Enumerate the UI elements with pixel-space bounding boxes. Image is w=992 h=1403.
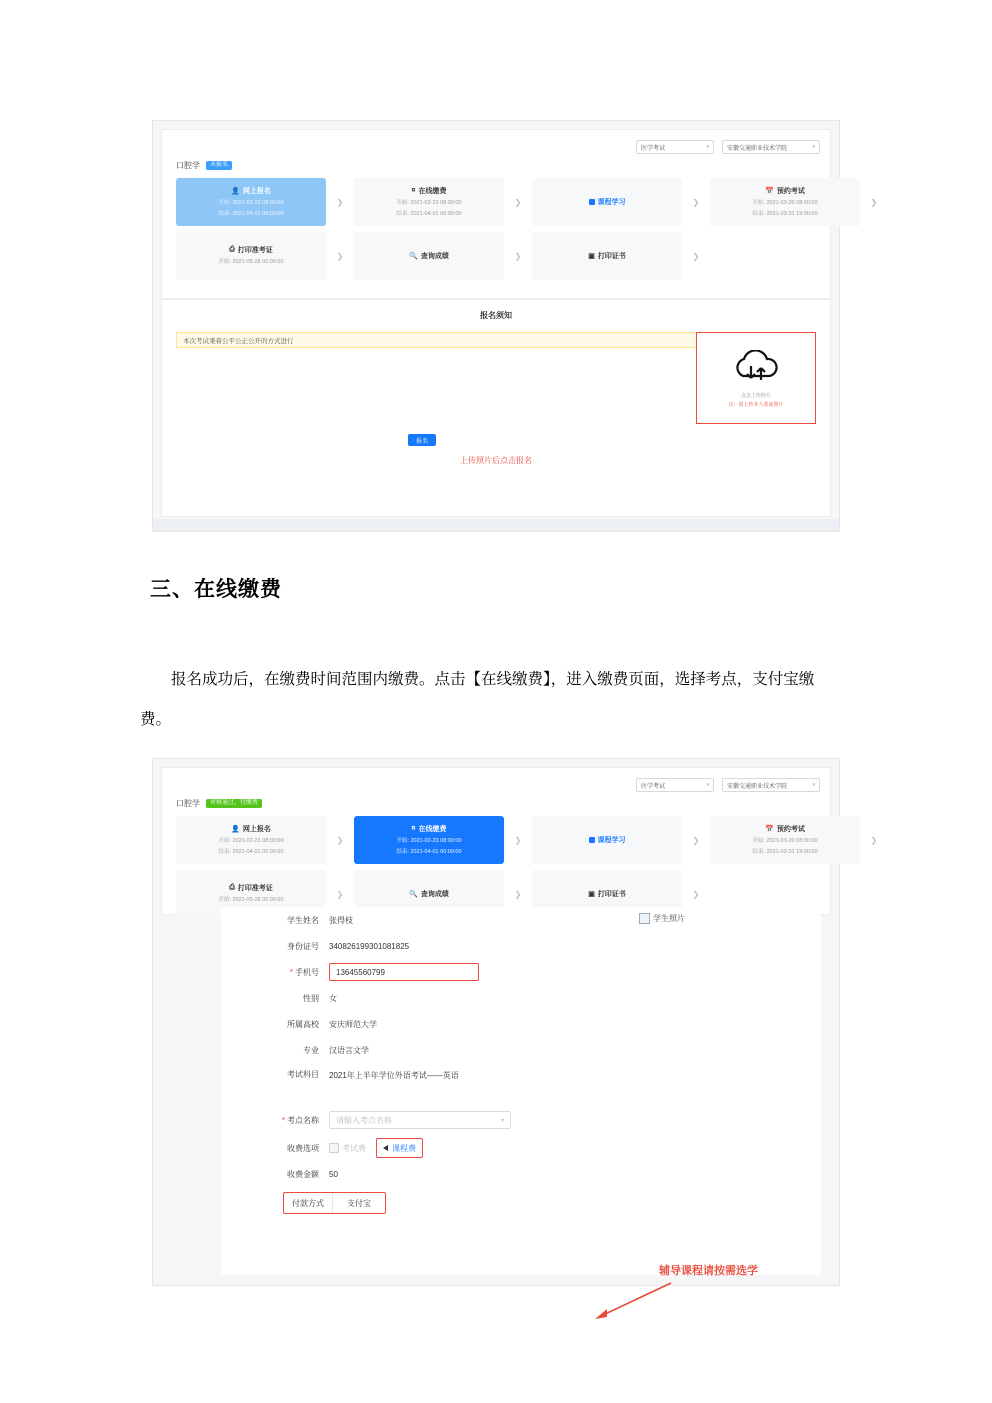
exam-fee-checkbox[interactable]	[329, 1143, 366, 1154]
step-title	[765, 824, 805, 834]
step-print-certificate[interactable]	[532, 232, 682, 280]
course-fee-label: 课程费	[392, 1143, 416, 1153]
phone-label: * 手机号	[289, 967, 319, 977]
step-start-time: 开始: 2021-05-28 00:00:00	[218, 897, 284, 904]
required-asterisk: *	[281, 1115, 285, 1125]
phone-value: 13645560799	[336, 967, 385, 977]
user-icon: 👤	[231, 825, 240, 833]
school-select[interactable]	[722, 140, 820, 154]
chevron-right-icon: ❯	[336, 889, 344, 899]
step-end-time: 结束: 2021-04-01 00:00:00	[396, 211, 462, 217]
step-label: 查询成绩	[420, 253, 449, 260]
apply-button[interactable]: 报名	[408, 434, 436, 446]
registration-header-panel	[161, 129, 878, 299]
step-book-exam[interactable]	[710, 816, 860, 864]
exam-site-select[interactable]	[329, 1111, 511, 1129]
screenshot-bottom-bar	[153, 519, 839, 531]
step-label: 打印准考证	[237, 885, 273, 893]
step-row-2	[176, 232, 816, 280]
form-row-major	[221, 1037, 821, 1063]
step-row-1	[176, 816, 878, 864]
chevron-down-icon: ▾	[812, 782, 815, 788]
chevron-down-icon: ▾	[706, 144, 709, 150]
step-label: 预约考试	[776, 825, 805, 833]
brand-line	[176, 160, 232, 171]
brand-label: 口腔学	[176, 161, 200, 170]
chevron-right-icon: ❯	[336, 251, 344, 261]
money-icon: ¤	[411, 825, 416, 833]
step-title	[229, 245, 273, 255]
step-online-registration[interactable]	[176, 178, 326, 226]
chevron-right-icon: ❯	[514, 197, 522, 207]
payment-method-box[interactable]	[283, 1192, 386, 1214]
amount-value: 50	[329, 1169, 338, 1179]
id-number-label: 身份证号	[287, 941, 319, 951]
step-start-time: 开始: 2021-05-28 00:00:00	[218, 259, 284, 266]
triangle-left-icon	[383, 1145, 388, 1151]
step-book-exam[interactable]	[710, 178, 860, 226]
chevron-right-icon: ❯	[692, 251, 700, 261]
exam-type-select[interactable]	[636, 140, 714, 154]
exam-fee-label: 考试费	[342, 1143, 366, 1153]
exam-type-select[interactable]	[636, 778, 714, 792]
photo-upload-box[interactable]	[696, 332, 816, 424]
brand-line	[176, 798, 262, 809]
step-label: 在线缴费	[418, 825, 447, 833]
step-end-time: 结束: 2021-03-31 19:00:00	[752, 849, 818, 855]
form-row-id	[221, 933, 821, 959]
phone-input[interactable]	[329, 963, 479, 981]
step-end-time: 结束: 2021-03-31 19:00:00	[752, 211, 818, 217]
chevron-right-icon: ❯	[870, 835, 878, 845]
search-icon: 🔍	[409, 891, 418, 898]
site-label: * 考点名称	[281, 1115, 319, 1125]
school-label: 所属高校	[287, 1019, 319, 1029]
step-title	[412, 824, 447, 834]
step-label: 查询成绩	[420, 891, 449, 898]
page-paragraph: 报名成功后，在缴费时间范围内缴费。点击【在线缴费】，进入缴费页面，选择考点，支付宝缴费。	[140, 671, 815, 728]
brand-label: 口腔学	[176, 799, 200, 808]
notice-title: 报名须知	[480, 311, 512, 320]
book-icon	[589, 199, 595, 205]
step-placeholder	[710, 232, 860, 280]
notice-text: 本次考试秉着公平公正公开的方式进行	[176, 332, 701, 348]
search-icon: 🔍	[409, 253, 418, 260]
step-label: 课程学习	[597, 199, 626, 206]
user-icon: 👤	[231, 187, 240, 195]
step-query-score[interactable]	[354, 232, 504, 280]
school-value: 安徽交通职业技术学院	[727, 145, 788, 152]
step-course-study[interactable]	[532, 178, 682, 226]
step-end-time: 结束: 2021-04-01 00:00:00	[218, 849, 284, 855]
payment-form	[221, 907, 821, 1275]
gender-label: 性别	[303, 993, 319, 1003]
payment-method-value: 支付宝	[347, 1198, 371, 1208]
step-title	[588, 889, 626, 899]
step-title	[412, 186, 447, 196]
page-heading: 三、在线缴费	[150, 578, 282, 601]
screenshot-payment	[152, 758, 878, 1286]
required-asterisk: *	[289, 967, 293, 977]
subject-value: 2021年上半年学位外语考试——英语	[329, 1071, 459, 1080]
form-row-phone	[221, 959, 821, 985]
annotation-arrow-icon	[591, 1279, 673, 1321]
chevron-right-icon: ❯	[514, 889, 522, 899]
step-list	[176, 178, 878, 280]
top-selectors	[636, 778, 820, 792]
step-start-time: 开始: 2021-02-23 08:00:00	[396, 837, 462, 844]
course-study-link[interactable]	[589, 197, 626, 207]
chevron-down-icon: ▾	[500, 1117, 504, 1124]
certificate-icon: ▣	[588, 891, 595, 898]
certificate-icon: ▣	[588, 253, 595, 260]
step-title	[409, 889, 449, 899]
chevron-down-icon: ▾	[706, 782, 709, 788]
chevron-right-icon: ❯	[514, 251, 522, 261]
amount-label: 收费金额	[287, 1169, 319, 1179]
chevron-right-icon: ❯	[692, 889, 700, 899]
step-course-study[interactable]	[532, 816, 682, 864]
student-photo-placeholder	[639, 913, 685, 924]
form-row-gender	[221, 985, 821, 1011]
status-badge: 未报名	[206, 161, 232, 170]
major-label: 专业	[303, 1045, 319, 1055]
chevron-right-icon: ❯	[692, 835, 700, 845]
step-print-admission-ticket[interactable]	[176, 232, 326, 280]
gender-value: 女	[329, 993, 337, 1003]
step-label: 课程学习	[597, 837, 626, 844]
print-icon: ⎙	[229, 246, 235, 254]
top-selectors	[636, 140, 820, 154]
course-study-link[interactable]	[589, 835, 626, 845]
step-start-time: 开始: 2021-02-23 08:00:00	[218, 837, 284, 844]
step-title	[229, 883, 273, 893]
step-end-time: 结束: 2021-04-01 00:00:00	[396, 849, 462, 855]
step-label: 预约考试	[776, 187, 805, 195]
chevron-down-icon: ▾	[812, 144, 815, 150]
major-value: 汉语言文学	[329, 1045, 369, 1055]
id-number-value: 340826199301081825	[329, 941, 410, 951]
form-row-payment	[221, 1187, 821, 1219]
form-row-amount	[221, 1161, 821, 1187]
cloud-upload-icon	[730, 349, 782, 389]
status-badge: 审核通过，待缴费	[206, 799, 262, 808]
course-fee-button[interactable]	[376, 1138, 423, 1158]
step-online-payment[interactable]	[354, 178, 504, 226]
step-title	[765, 186, 805, 196]
school-select[interactable]	[722, 778, 820, 792]
step-start-time: 开始: 2021-02-23 08:00:00	[396, 199, 462, 206]
student-photo-label: 学生照片	[653, 914, 685, 923]
chevron-right-icon: ❯	[336, 835, 344, 845]
step-start-time: 开始: 2021-03-20 08:00:00	[752, 199, 818, 206]
step-label: 打印准考证	[237, 247, 273, 255]
chevron-right-icon: ❯	[870, 197, 878, 207]
step-online-payment[interactable]	[354, 816, 504, 864]
chevron-right-icon: ❯	[692, 197, 700, 207]
annotation-text: 辅导课程请按需选学	[659, 1265, 758, 1277]
step-label: 网上报名	[242, 187, 271, 195]
checkbox-icon	[329, 1143, 339, 1153]
step-online-registration[interactable]	[176, 816, 326, 864]
calendar-icon: 📅	[765, 187, 774, 195]
print-icon: ⎙	[229, 884, 235, 892]
calendar-icon: 📅	[765, 825, 774, 833]
step-label: 网上报名	[242, 825, 271, 833]
upload-warning: 注：请上传本人蓝底照片	[728, 401, 784, 408]
student-name-value: 张得枝	[329, 915, 353, 925]
book-icon	[589, 837, 595, 843]
subject-label: 考试科目	[287, 1070, 319, 1079]
form-row-name	[221, 907, 821, 933]
student-name-label: 学生姓名	[287, 915, 319, 925]
form-row-school	[221, 1011, 821, 1037]
notice-panel	[161, 299, 831, 517]
form-row-site	[221, 1105, 821, 1135]
upload-caption: 点击上传照片	[740, 392, 771, 399]
payment-method-label: 付款方式	[284, 1193, 333, 1213]
step-end-time: 结束: 2021-04-01 00:00:00	[218, 211, 284, 217]
step-label: 打印证书	[597, 891, 626, 898]
form-row-subject	[221, 1063, 821, 1105]
exam-type-value: 医学考试	[641, 145, 666, 152]
step-start-time: 开始: 2021-03-20 08:00:00	[752, 837, 818, 844]
school-value: 安庆师范大学	[329, 1019, 377, 1029]
fee-option-label: 收费选项	[287, 1143, 319, 1153]
step-list	[176, 816, 878, 918]
step-row-1	[176, 178, 878, 226]
step-title	[231, 186, 271, 196]
step-start-time: 开始: 2021-02-23 08:00:00	[218, 199, 284, 206]
step-label: 在线缴费	[418, 187, 447, 195]
image-icon	[639, 913, 650, 924]
money-icon: ¤	[411, 187, 416, 195]
step-title	[588, 251, 626, 261]
payment-header-panel	[161, 767, 878, 915]
form-row-fee-options	[221, 1135, 821, 1161]
chevron-right-icon: ❯	[514, 835, 522, 845]
apply-hint: 上传照片后点击报名	[460, 456, 532, 465]
exam-site-placeholder: 请输入考点名称	[336, 1115, 392, 1125]
exam-type-value: 医学考试	[641, 783, 666, 790]
step-label: 打印证书	[597, 253, 626, 260]
chevron-right-icon: ❯	[336, 197, 344, 207]
step-title	[409, 251, 449, 261]
step-title	[231, 824, 271, 834]
school-value: 安徽交通职业技术学院	[727, 783, 788, 790]
screenshot-registration	[152, 120, 878, 532]
